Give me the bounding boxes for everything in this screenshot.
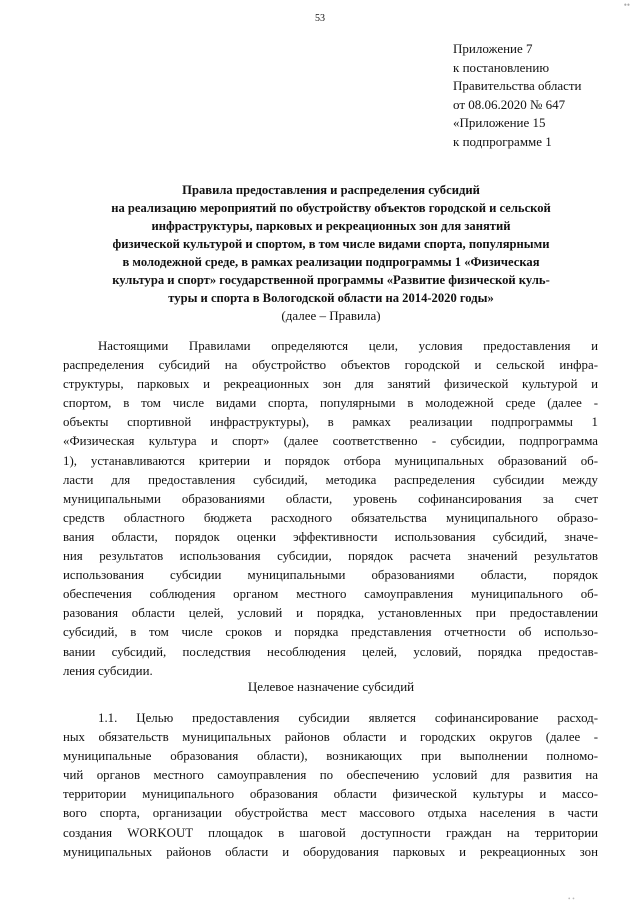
paragraph-line: ласти для предоставления субсидий, методика распределения субсидии между (63, 472, 598, 487)
title-line: физической культурой и спортом, в том числе видами спорта, популярными (112, 237, 550, 251)
section-heading: Целевое назначение субсидий (247, 679, 415, 694)
intro-paragraph (63, 337, 598, 681)
page-corner-mark: •• (623, 0, 630, 10)
paragraph-line: распределения субсидий на обустройство объектов городской и сельской инфра- (63, 358, 598, 373)
paragraph-line: 1.1. Целью предоставления субсидии является софинансирование расход- (98, 711, 598, 725)
appendix-line: к постановлению (453, 59, 550, 75)
paragraph-line: муниципальными образованиями области, уровень софинансирования за счет (63, 491, 598, 506)
paragraph-line: спортом, в том числе видами спорта, популярными в молодежной среде (далее - (63, 396, 598, 411)
document-title (60, 181, 602, 307)
title-line: туры и спорта в Вологодской области на 2014-2020 годы» (168, 291, 494, 305)
paragraph-line: чий органов местного самоуправления по обеспечению условий для развития на (63, 768, 598, 783)
page-number: 53 (315, 13, 325, 24)
paragraph-line: использования субсидии муниципальными образованиями области, порядок (63, 568, 598, 583)
paragraph-line: 1), устанавливаются критерии и порядок отбора муниципальных образований об- (63, 453, 598, 468)
paragraph-line: ных обязательств муниципальных районов области и городских округов (далее - (63, 730, 598, 745)
paragraph-line: средств областного бюджета расходного обязательства муниципального образо- (63, 510, 598, 525)
paragraph-line: территории муниципального образования области физической культуры и массо- (63, 787, 598, 802)
paragraph-line: Настоящими Правилами определяются цели, условия предоставления и (98, 339, 598, 353)
paragraph-line: структуры, парковых и рекреационных зон для занятий физической культурой и (63, 377, 598, 392)
paragraph-line: ния результатов использования субсидии, порядок расчета значений результатов (63, 549, 598, 564)
appendix-line: Правительства области (453, 78, 582, 93)
paragraph-line: вого спорта, организации обустройства мест массового отдыха населения в части (63, 806, 598, 821)
appendix-line: к подпрограмме 1 (453, 133, 552, 149)
page-bottom-mark: • • (568, 895, 575, 903)
appendix-line: «Приложение 15 (453, 115, 546, 130)
paragraph-line: ления субсидии. (63, 663, 153, 678)
paragraph-line: вания области, порядок оценки эффективности использования субсидий, значе- (63, 529, 598, 544)
title-note: (далее – Правила) (281, 308, 381, 323)
title-line: на реализацию мероприятий по обустройству объектов городской и сельской (111, 201, 551, 215)
appendix-line: Приложение 7 (453, 41, 533, 56)
paragraph-line: «Физическая культура и спорт» (далее соответственно - субсидии, подпрограмма (63, 434, 598, 449)
paragraph-line: разования области целей, условий и порядка, установленных при предоставлении (63, 606, 598, 621)
appendix-line: от 08.06.2020 № 647 (453, 96, 566, 112)
title-line: в молодежной среде, в рамках реализации подпрограммы 1 «Физическая (122, 255, 540, 269)
section-paragraph (63, 709, 598, 862)
paragraph-line: вании субсидий, последствия несоблюдения целей, условий, порядка предостав- (63, 644, 598, 659)
title-line: Правила предоставления и распределения субсидий (182, 183, 480, 197)
title-line: инфраструктуры, парковых и рекреационных зон для занятий (151, 219, 511, 233)
paragraph-line: создания WORKOUT площадок в шаговой доступности граждан на территории (63, 825, 598, 840)
appendix-header (453, 40, 582, 151)
paragraph-line: субсидий, в том числе сроков и порядка представления отчетности об использо- (63, 625, 598, 640)
paragraph-line: муниципальные образования области), возникающих при выполнении полномо- (63, 749, 598, 764)
paragraph-line: муниципальных районов области и оборудования парковых и рекреационных зон (63, 844, 598, 859)
title-line: культура и спорт» государственной программы «Развитие физической куль- (112, 273, 550, 287)
paragraph-line: обеспечения соблюдения органом местного самоуправления муниципального об- (63, 587, 598, 602)
paragraph-line: объекты спортивной инфраструктуры), в рамках реализации подпрограммы 1 (63, 415, 598, 430)
